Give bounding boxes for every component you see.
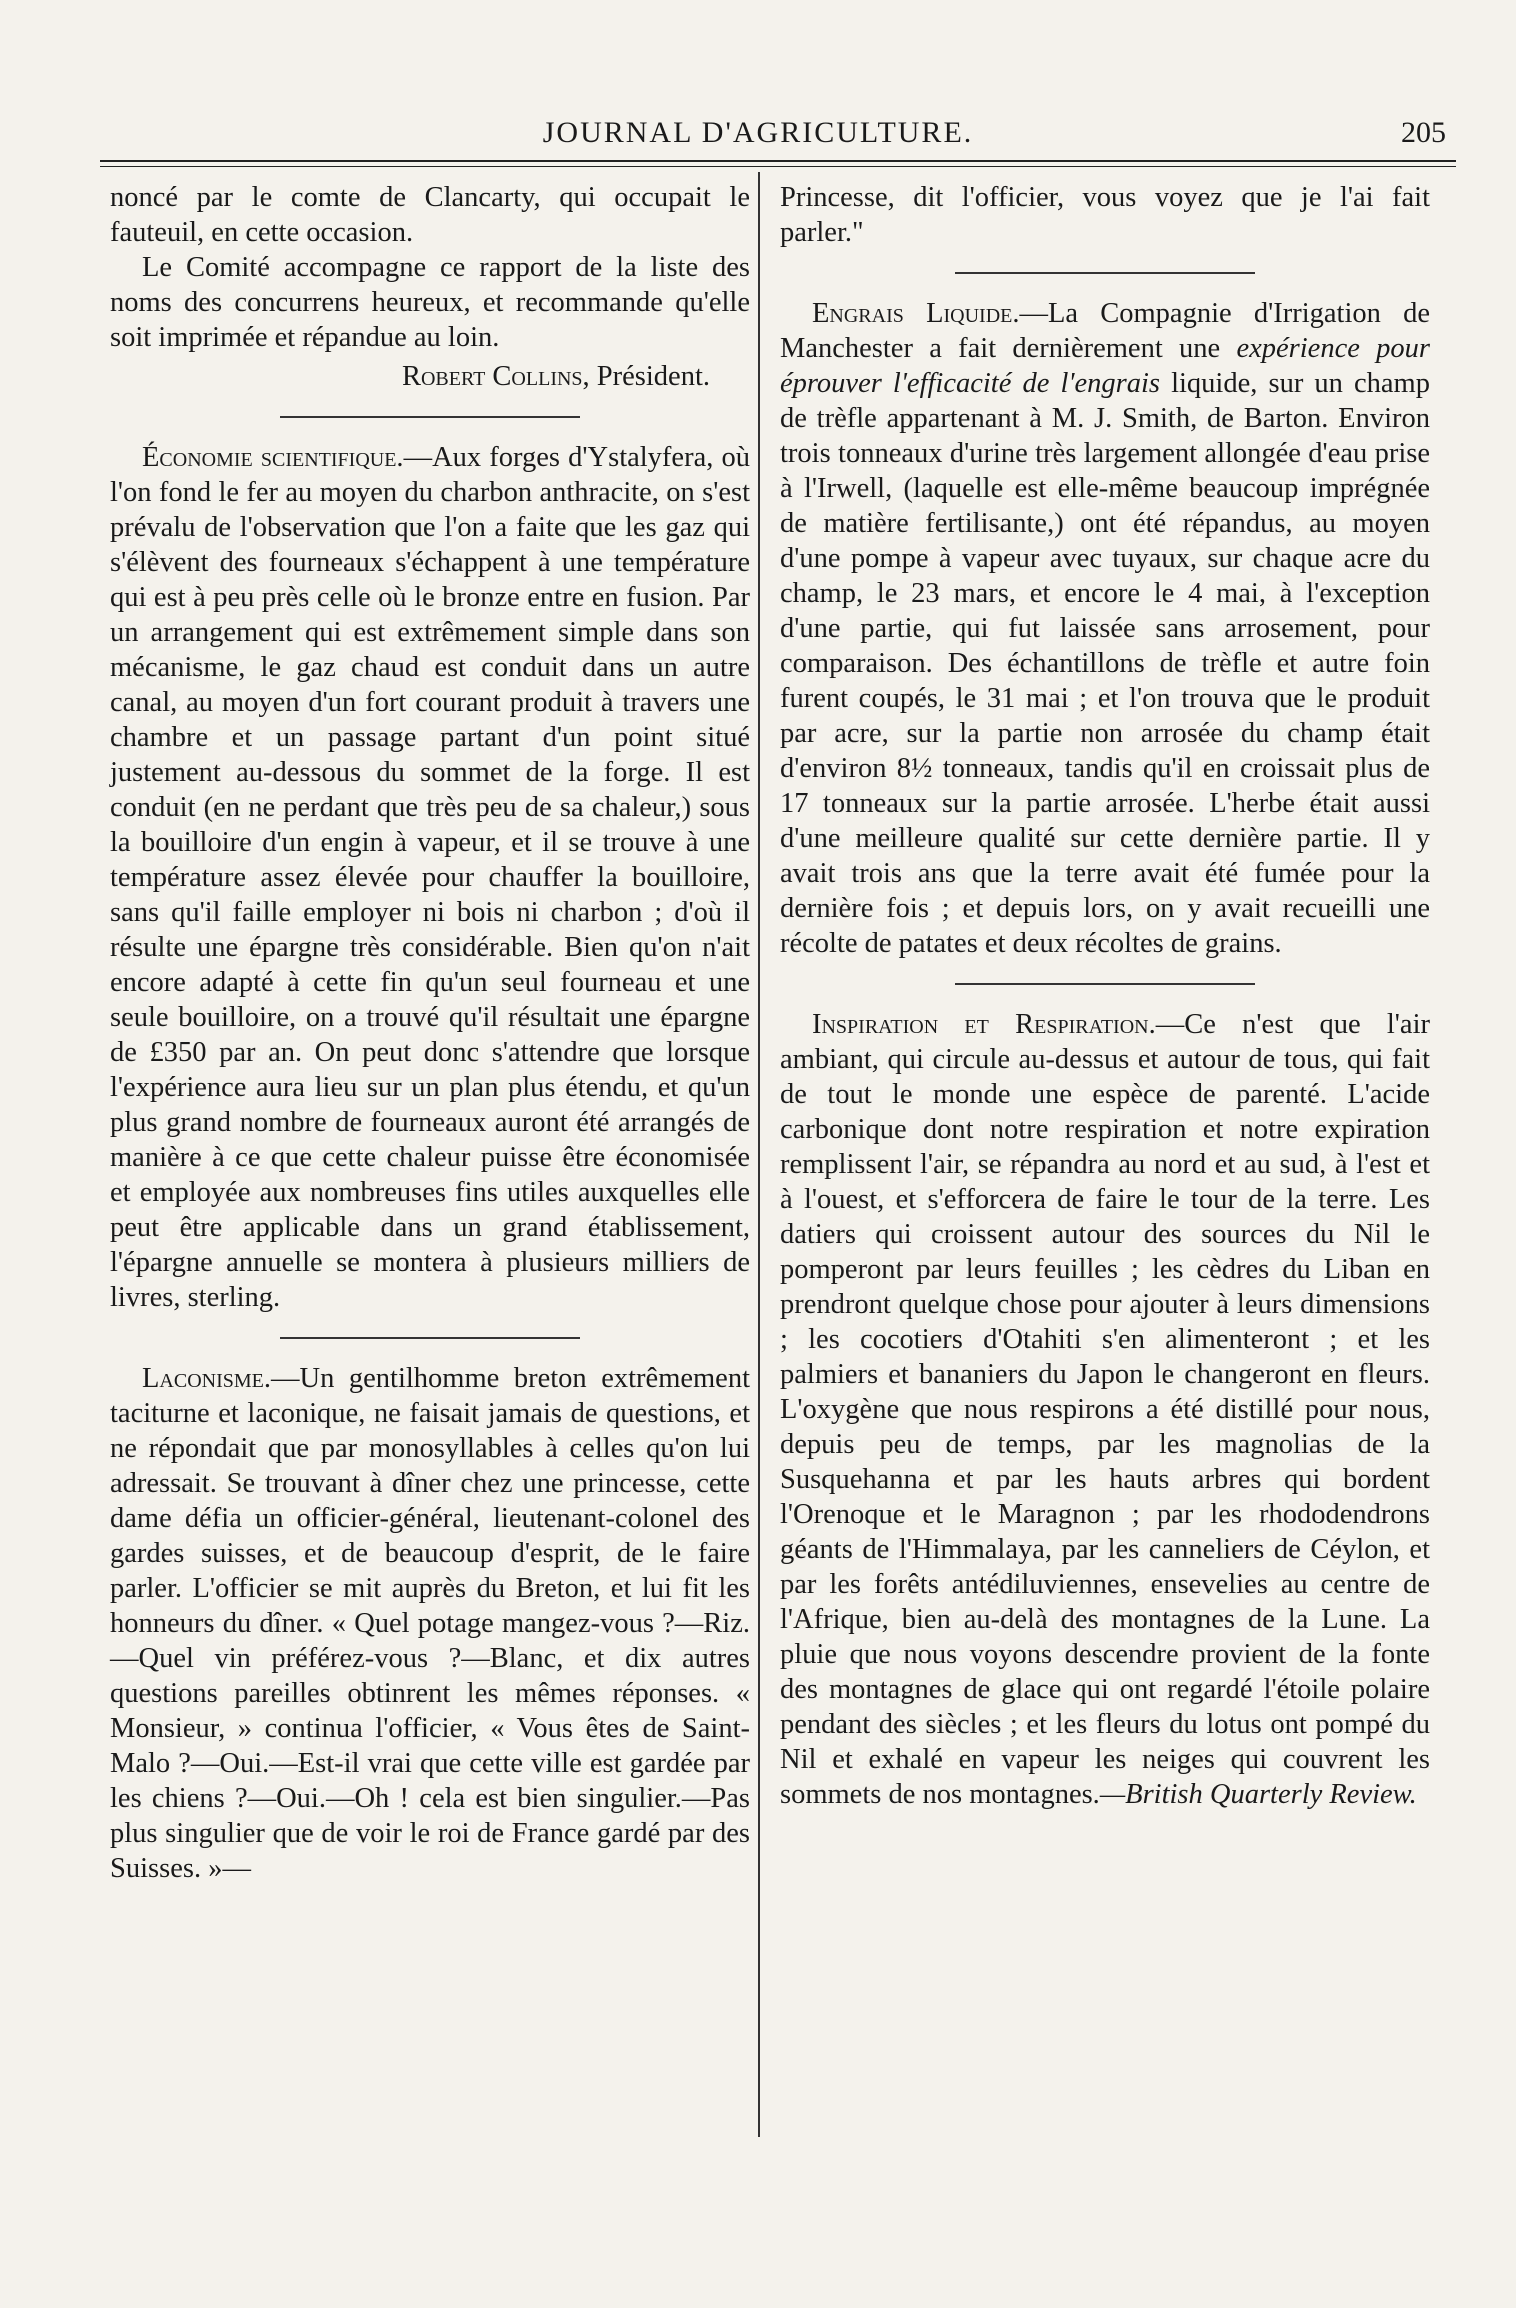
- engrais-text-italic: expérience pour éprouver l'efficacité de l'engrais: [780, 333, 1430, 399]
- section-separator: [280, 1337, 580, 1339]
- page-number: 205: [1401, 116, 1446, 149]
- signature: [110, 359, 750, 394]
- engrais-article: [780, 296, 1430, 961]
- engrais-text-b: liquide, sur un champ de trèfle appartenant à M. J. Smith, de Barton. Environ trois tonneaux d'urine très largement allongée d'eau prise à l'Irwell, (laquelle est elle-même beaucoup imprégnée de matière fertilisante,) ont été répandus, au moyen d'une pompe à vapeur avec tuyaux, sur chaque acre du champ, le 23 mars, et encore le 4 mai, à l'exception d'une partie, qui fut laissée sans arrosement, pour comparaison. Des échantillons de trèfle et autre foin furent coupés, le 31 mai ; et l'on trouva que le produit par acre, sur la partie non arrosée du champ était d'environ 8½ tonneaux, tandis qu'il en croissait plus de 17 tonneaux sur la partie arrosée. L'herbe était aussi d'une meilleure qualité sur cette dernière partie. Il y avait trois ans que la terre avait été fumée pour la dernière fois ; et depuis lors, on y avait recueilli une récolte de patates et deux récoltes de grains.: [780, 368, 1430, 959]
- committee-paragraph: Le Comité accompagne ce rapport de la liste des noms des concurrens heureux, et recommande qu'elle soit imprimée et répandue au loin.: [110, 252, 750, 353]
- laconisme-text: —Un gentilhomme breton extrêmement taciturne et laconique, ne faisait jamais de questions, et ne répondait que par monosyllables à celles qu'on lui adressait. Se trouvant à dîner chez une princesse, cette dame défia un officier-général, lieutenant-colonel des gardes suisses, et de beaucoup d'esprit, de le faire parler. L'officier se mit auprès du Breton, et lui fit les honneurs du dîner. « Quel potage mangez-vous ?—Riz.—Quel vin préférez-vous ?—Blanc, et dix autres questions pareilles obtinrent les mêmes réponses. « Monsieur, » continua l'officier, « Vous êtes de Saint-Malo ?—Oui.—Est-il vrai que cette ville est gardée par les chiens ?—Oui.—Oh ! cela est bien singulier.—Pas plus singulier que de voir le roi de France gardé par des Suisses. »—: [110, 1363, 750, 1884]
- laconisme-heading: Laconisme.: [142, 1363, 271, 1394]
- right-column: [780, 180, 1430, 1812]
- header-rule: [100, 160, 1456, 167]
- signature-name: Robert Collins,: [401, 361, 590, 392]
- section-separator: [955, 272, 1255, 274]
- engrais-heading: Engrais Liquide.: [812, 298, 1020, 329]
- section-separator: [955, 983, 1255, 985]
- laconisme-end: Princesse, dit l'officier, vous voyez que je l'ai fait parler.": [780, 182, 1430, 248]
- inspiration-source: —British Quarterly Review.: [1099, 1779, 1417, 1810]
- inspiration-text: —Ce n'est que l'air ambiant, qui circule au-dessus et autour de tous, qui fait de tout le monde une espèce de parenté. L'acide carbonique dont notre respiration et notre expiration remplissent l'air, se répandra au nord et au sud, à l'est et à l'ouest, et s'efforcera de faire le tour de la terre. Les datiers qui croissent autour des sources du Nil le pomperont par leurs feuilles ; les cèdres du Liban en prendront quelque chose pour ajouter à leurs dimensions ; les cocotiers d'Otahiti s'en alimenteront ; et les palmiers et bananiers du Japon le changeront en fleurs. L'oxygène que nous respirons a été distillé pour nous, depuis peu de temps, par les magnolias de la Susquehanna et par les hauts arbres qui bordent l'Orenoque et le Maragnon ; par les rhododendrons géants de l'Himmalaya, par les canneliers de Céylon, et par les forêts antédiluviennes, ensevelies au centre de l'Afrique, bien au-delà des montagnes de la Lune. La pluie que nous voyons descendre provient de la fonte des montagnes de glace qui ont regardé l'étoile polaire pendant des siècles ; et les fleurs du lotus ont pompé du Nil et exhalé en vapeur les neiges qui couvrent les sommets de nos montagnes.: [780, 1009, 1430, 1810]
- laconisme-article: [110, 1361, 750, 1886]
- page-header: [0, 112, 1516, 158]
- journal-title: JOURNAL D'AGRICULTURE.: [542, 116, 974, 149]
- economie-heading: Économie scientifique.: [142, 442, 404, 473]
- column-divider: [758, 172, 760, 2137]
- intro-continuation: noncé par le comte de Clancarty, qui occupait le fauteuil, en cette occasion.: [110, 182, 750, 248]
- signature-title: Président.: [596, 361, 710, 392]
- economie-text: —Aux forges d'Ystalyfera, où l'on fond le fer au moyen du charbon anthracite, on s'est prévalu de l'observation que l'on a faite que les gaz qui s'élèvent des fourneaux s'échappent à une température qui est à peu près celle où le bronze entre en fusion. Par un arrangement qui est extrêmement simple dans son mécanisme, le gaz chaud est conduit dans un autre canal, au moyen d'un fort courant produit à travers une chambre et un passage partant d'un point situé justement au-dessous du sommet de la forge. Il est conduit (en ne perdant que très peu de sa chaleur,) sous la bouilloire d'un engin à vapeur, et il se trouve à une température assez élevée pour chauffer la bouilloire, sans qu'il faille employer ni bois ni charbon ; d'où il résulte une épargne très considérable. Bien qu'on n'ait encore adapté à cette fin qu'un seul fourneau et une seule bouilloire, on a trouvé qu'il résultait une épargne de £350 par an. On peut donc s'attendre que lorsque l'expérience aura lieu sur un plan plus étendu, et qu'un plus grand nombre de fourneaux auront été arrangés de manière à ce que cette chaleur puisse être économisée et employée aux nombreuses fins utiles auxquelles elle peut être applicable dans un grand établissement, l'épargne annuelle se montera à plusieurs milliers de livres, sterling.: [110, 442, 750, 1313]
- inspiration-heading: Inspiration et Respiration.: [812, 1009, 1156, 1040]
- engrais-text-a: —La Compagnie d'Irrigation de Manchester a fait dernièrement une: [780, 298, 1430, 364]
- inspiration-article: [780, 1007, 1430, 1812]
- left-column: [110, 180, 750, 1886]
- economie-article: [110, 440, 750, 1315]
- section-separator: [280, 416, 580, 418]
